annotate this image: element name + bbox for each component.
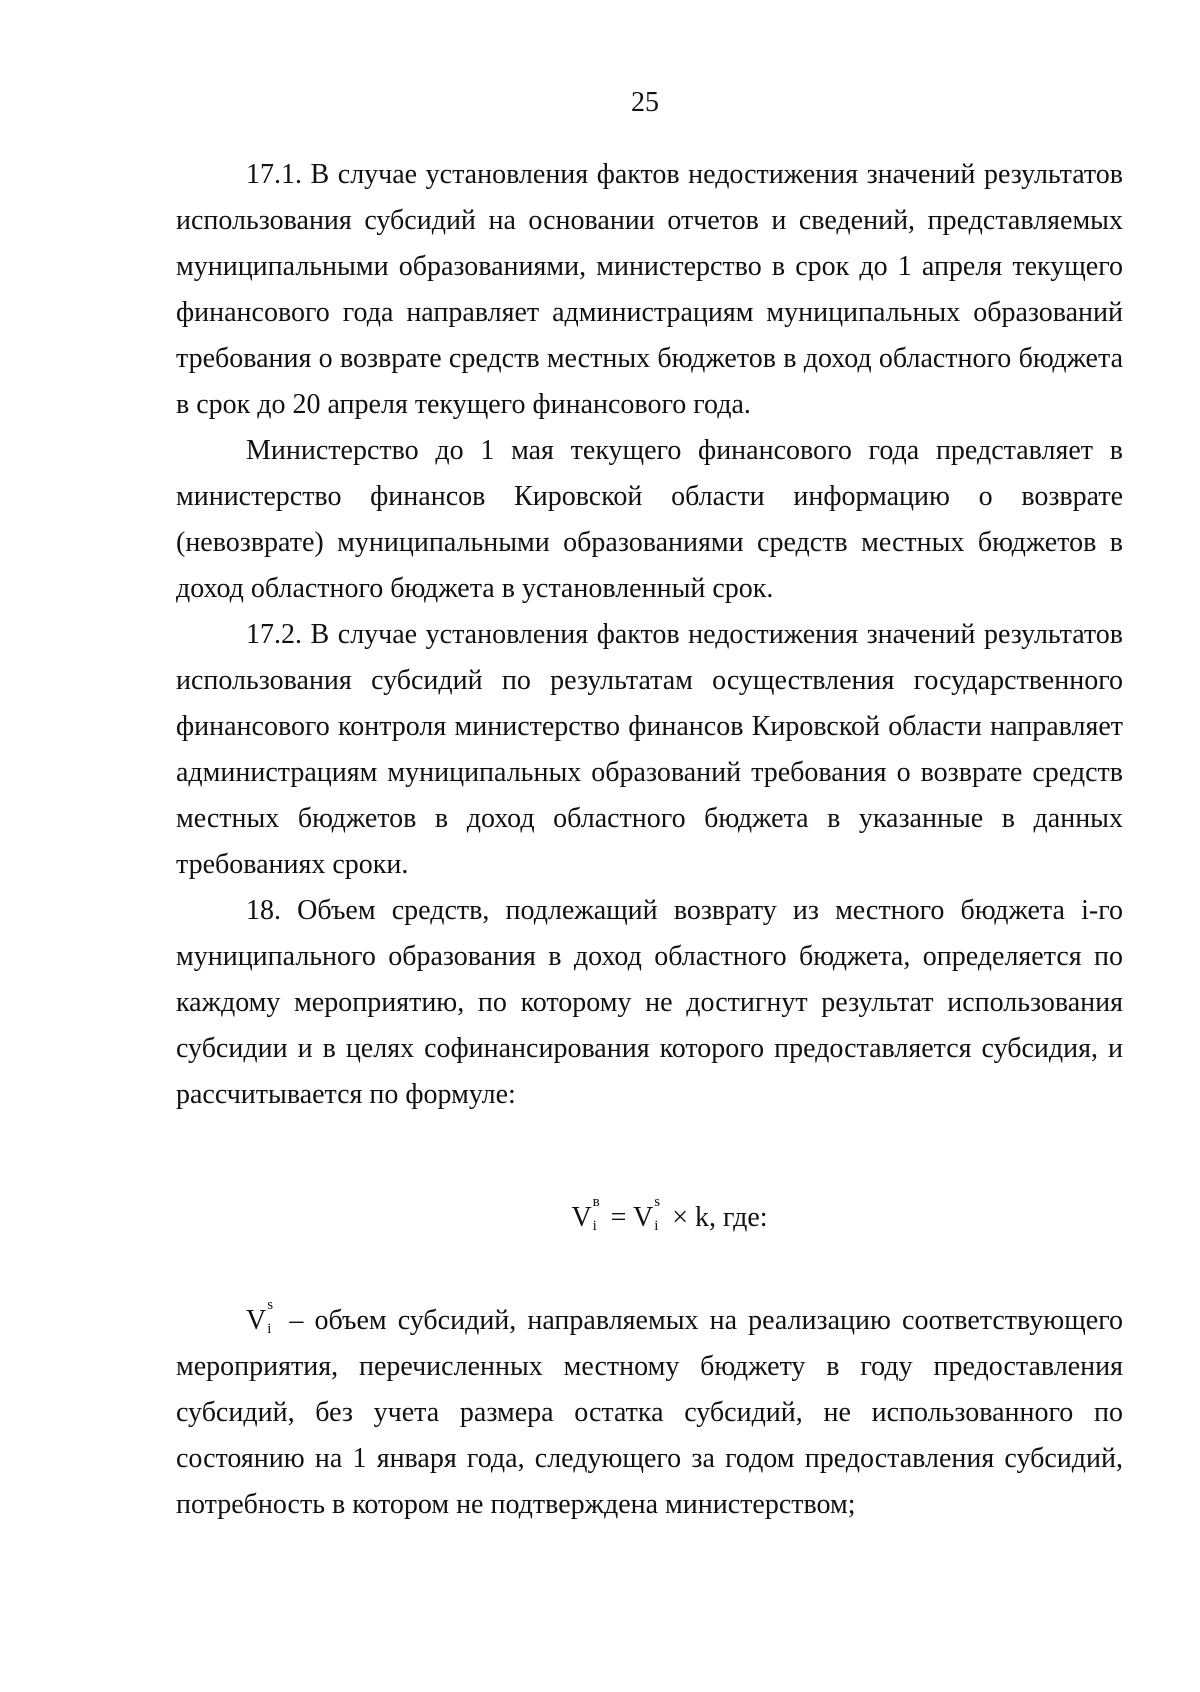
definition-paragraph — [176, 1298, 1123, 1528]
definition-text: – объем субсидий, направляемых на реализацию соответствующего мероприятия, перечисленных местному бюджету в году предоставления субсидий, без учета размера остатка субсидий, не использованного по состоянию на 1 января года, следующего за годом предоставления субсидий, потребность в котором не подтверждена министерством; — [176, 1305, 1123, 1520]
document-body — [176, 152, 1123, 1528]
formula-equals: = — [610, 1202, 627, 1233]
paragraph-17-2: 17.2. В случае установления фактов недостижения значений результатов использования субсидий по результатам осуществления государственного финансового контроля министерство финансов Кировской области направляет администрациям муниципальных образований требования о возврате средств местных бюджетов в доход областного бюджета в указанные в данных требованиях сроки. — [176, 619, 1123, 880]
definition-variable — [246, 1298, 278, 1344]
formula-lhs-sub: i — [592, 1218, 597, 1234]
formula-rhs-base: V — [632, 1202, 654, 1233]
paragraph-18: 18. Объем средств, подлежащий возврату из местного бюджета i-го муниципального образования в доход областного бюджета, определяется по каждому мероприятию, по которому не достигнут результат использования субсидии и в целях софинансирования которого предоставляется субсидия, и рассчитывается по формуле: — [176, 895, 1123, 1110]
paragraph-17-1: 17.1. В случае установления фактов недостижения значений результатов использования субсидий на основании отчетов и сведений, представляемых муниципальными образованиями, министерство в срок до 1 апреля текущего финансового года направляет администрациям муниципальных образований требования о возврате средств местных бюджетов в доход областного бюджета в срок до 20 апреля текущего финансового года. — [176, 159, 1123, 420]
formula-tail: где: — [723, 1202, 768, 1233]
definition-var-sub: i — [267, 1321, 272, 1337]
formula-rhs-sub: i — [654, 1218, 659, 1234]
definition-var-indices — [266, 1297, 278, 1337]
paragraph-ministry-report: Министерство до 1 мая текущего финансового года представляет в министерство финансов Кировской области информацию о возврате (невозврате) муниципальными образованиями средств местных бюджетов в доход областного бюджета в установленный срок. — [176, 435, 1123, 604]
formula-lhs-base: V — [571, 1202, 592, 1233]
formula-factor: k, — [695, 1202, 716, 1233]
formula-rhs-indices — [653, 1194, 665, 1234]
formula-rhs-sup: s — [654, 1194, 661, 1210]
formula-lhs-sup: в — [592, 1194, 600, 1210]
formula — [176, 1194, 1123, 1238]
formula-lhs-indices — [592, 1194, 604, 1234]
definition-var-sup: s — [267, 1297, 274, 1313]
page-number: 25 — [631, 87, 659, 118]
definition-var-base: V — [246, 1305, 267, 1336]
formula-operator: × — [672, 1202, 688, 1233]
